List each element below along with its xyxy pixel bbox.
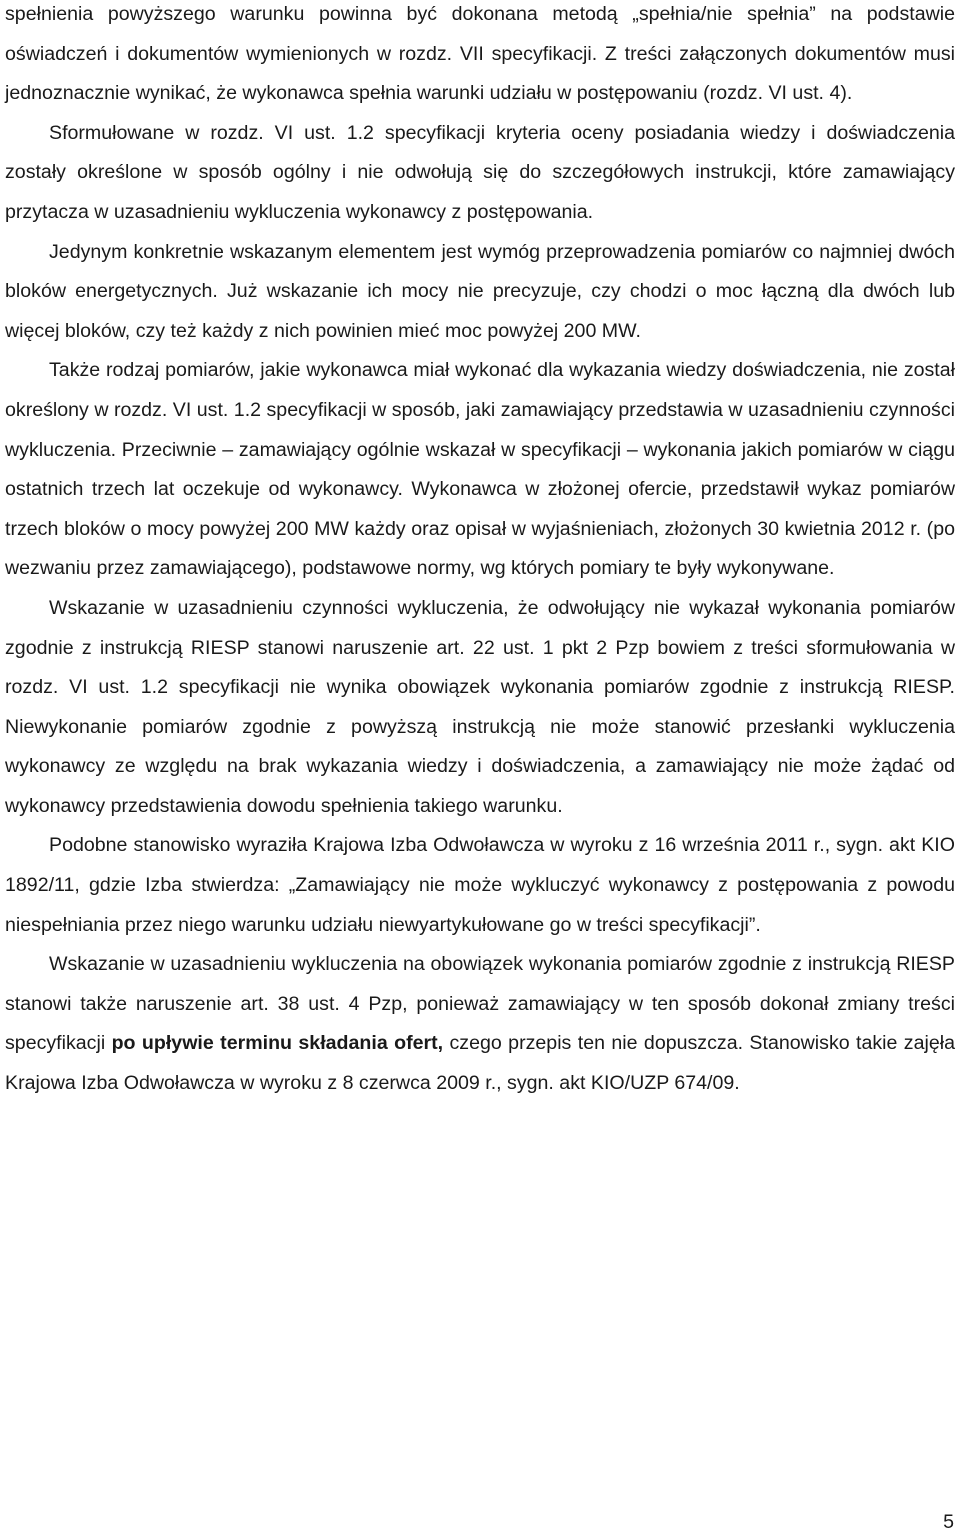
paragraph-art-38-text: Wskazanie w uzasadnieniu wykluczenia na obowiązek wykonania pomiarów zgodnie z instrukcją RIESP stanowi także naruszenie art. 38 ust. 4 Pzp, ponieważ zamawiający w ten sposób dokonał zmiany treści specyfikacji	[5, 953, 955, 1055]
paragraph-art-38	[5, 945, 955, 1103]
paragraph-measurements: Jedynym konkretnie wskazanym elementem jest wymóg przeprowadzenia pomiarów co najmniej dwóch bloków energetycznych. Już wskazanie ich mocy nie precyzuje, czy chodzi o moc łączną dla dwóch lub więcej bloków, czy też każdy z nich powinien mieć moc powyżej 200 MW.	[5, 240, 955, 342]
paragraph-continuation: spełnienia powyższego warunku powinna być dokonana metodą „spełnia/nie spełnia” na podstawie oświadczeń i dokumentów wymienionych w rozdz. VII specyfikacji. Z treści załączonych dokumentów musi jednoznacznie wynikać, że wykonawca spełnia warunki udziału w postępowaniu (rozdz. VI ust. 4).	[5, 3, 955, 105]
paragraph-kio-ruling: Podobne stanowisko wyraziła Krajowa Izba Odwoławcza w wyroku z 16 września 2011 r., sygn. akt KIO 1892/11, gdzie Izba stwierdza: „Zamawiający nie może wykluczyć wykonawcy z postępowania z powodu niespełniania przez niego warunku udziału niewyartykułowane go w treści specyfikacji”.	[5, 834, 955, 936]
page-number: 5	[943, 1511, 954, 1533]
paragraph-art-38-tail: czego przepis ten nie dopuszcza. Stanowisko takie zajęła Krajowa Izba Odwoławcza w wyroku z 8 czerwca 2009 r., sygn. akt KIO/UZP 674/09.	[5, 1032, 956, 1095]
paragraph-riesp: Wskazanie w uzasadnieniu czynności wykluczenia, że odwołujący nie wykazał wykonania pomiarów zgodnie z instrukcją RIESP stanowi naruszenie art. 22 ust. 1 pkt 2 Pzp bowiem z treści sformułowania w rozdz. VI ust. 1.2 specyfikacji nie wynika obowiązek wykonania pomiarów zgodnie z instrukcją RIESP. Niewykonanie pomiarów zgodnie z powyższą instrukcją nie może stanowić przesłanki wykluczenia wykonawcy ze względu na brak wykazania wiedzy i doświadczenia, a zamawiający nie może żądać od wykonawcy przedstawienia dowodu spełnienia takiego warunku.	[5, 596, 955, 817]
emphasis-deadline: po upływie terminu składania ofert,	[111, 1032, 444, 1055]
document-page	[5, 0, 955, 1104]
paragraph-criteria: Sformułowane w rozdz. VI ust. 1.2 specyfikacji kryteria oceny posiadania wiedzy i doświadczenia zostały określone w sposób ogólny i nie odwołują się do szczegółowych instrukcji, które zamawiający przytacza w uzasadnieniu wykluczenia wykonawcy z postępowania.	[5, 121, 955, 223]
paragraph-measurement-type: Także rodzaj pomiarów, jakie wykonawca miał wykonać dla wykazania wiedzy doświadczenia, nie został określony w rozdz. VI ust. 1.2 specyfikacji w sposób, jaki zamawiający przedstawia w uzasadnieniu czynności wykluczenia. Przeciwnie – zamawiający ogólnie wskazał w specyfikacji – wykonania jakich pomiarów w ciągu ostatnich trzech lat oczekuje od wykonawcy. Wykonawca w złożonej ofercie, przedstawił wykaz pomiarów trzech bloków o mocy powyżej 200 MW każdy oraz opisał w wyjaśnieniach, złożonych 30 kwietnia 2012 r. (po wezwaniu przez zamawiającego), podstawowe normy, wg których pomiary te były wykonywane.	[5, 359, 955, 580]
